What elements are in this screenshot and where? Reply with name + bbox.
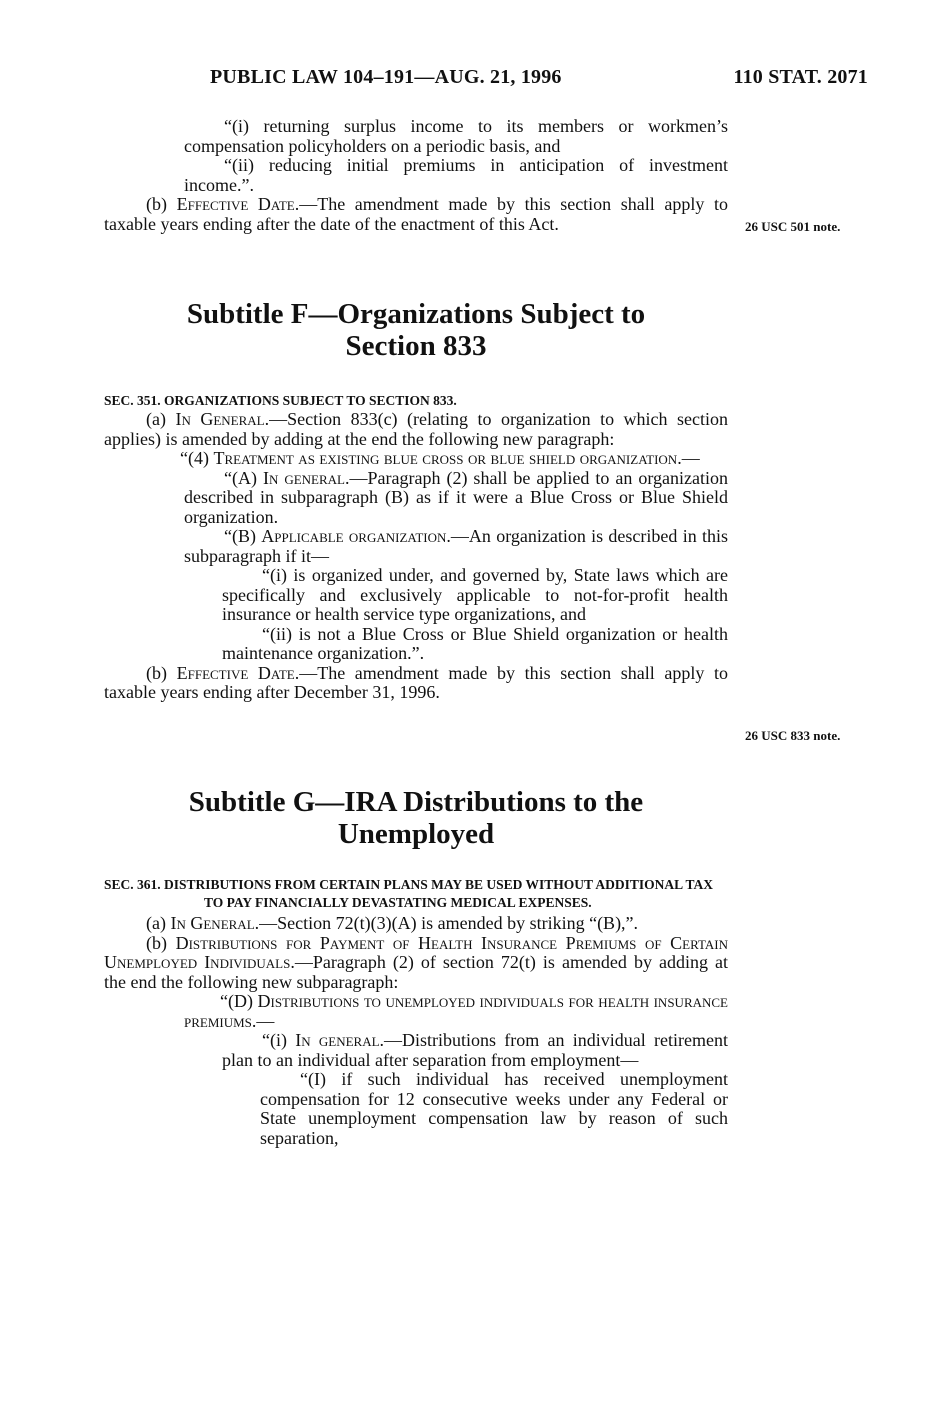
section-351 xyxy=(104,392,728,703)
subparagraph-A: “(A) In general.—Paragraph (2) shall be applied to an organization described in subparagraph (B) as if it were a Blue Cross or Blue Shield organization. xyxy=(184,467,728,527)
section-361 xyxy=(104,876,728,1148)
subparagraph-B: “(B) Applicable organization.—An organization is described in this subparagraph if it— xyxy=(184,526,728,566)
effective-date-paragraph-2: (b) Effective Date.—The amendment made by this section shall apply to taxable years ending after December 31, 1996. xyxy=(104,662,728,702)
paragraph-4-treatment: “(4) Treatment as existing blue cross or blue shield organization.— xyxy=(180,448,700,468)
section-361-heading: SEC. 361. DISTRIBUTIONS FROM CERTAIN PLANS MAY BE USED WITHOUT ADDITIONAL TAX TO PAY FINANCIALLY DEVASTATING MEDICAL EXPENSES. xyxy=(104,877,714,910)
section-361-a: (a) In General.—Section 72(t)(3)(A) is amended by striking “(B),”. xyxy=(146,913,639,933)
clause-i-organized: “(i) is organized under, and governed by, State laws which are specifically and exclusively applicable to not-for-profit health insurance or health service type organizations, and xyxy=(222,565,728,624)
subtitle-g-heading: Subtitle G—IRA Distributions to the Unemployed xyxy=(188,786,644,850)
running-header-page: 110 STAT. 2071 xyxy=(733,66,868,88)
section-351-a: (a) In General.—Section 833(c) (relating to organization to which section applies) is amended by adding at the end the following new paragraph: xyxy=(104,409,729,449)
subparagraph-D: “(D) Distributions to unemployed individuals for health insurance premiums.— xyxy=(184,991,728,1031)
clause-ii-not-blue-cross: “(ii) is not a Blue Cross or Blue Shield organization or health maintenance organization.”. xyxy=(222,623,728,663)
running-header-title: PUBLIC LAW 104–191—AUG. 21, 1996 xyxy=(210,66,562,88)
margin-note-833: 26 USC 833 note. xyxy=(745,728,841,743)
clause-i-returning-surplus: “(i) returning surplus income to its members or workmen’s compensation policyholders on a periodic basis, and xyxy=(184,116,728,156)
subtitle-f-heading: Subtitle F—Organizations Subject to Section 833 xyxy=(186,298,646,362)
clause-ii-reducing-premiums: “(ii) reducing initial premiums in anticipation of investment income.”. xyxy=(184,155,728,195)
continued-text-block xyxy=(104,117,728,234)
subclause-I-unemployment: “(I) if such individual has received unemployment compensation for 12 consecutive weeks under any Federal or State unemployment compensation law by reason of such separation, xyxy=(260,1069,728,1148)
clause-i-in-general: “(i) In general.—Distributions from an individual retirement plan to an individual after separation from employment— xyxy=(222,1030,728,1070)
effective-date-paragraph-1: (b) Effective Date.—The amendment made by this section shall apply to taxable years ending after the date of the enactment of this Act. xyxy=(104,194,728,234)
section-361-b: (b) Distributions for Payment of Health Insurance Premiums of Certain Unemployed Individuals.—Paragraph (2) of section 72(t) is amended by adding at the end the following new subparagraph: xyxy=(104,932,728,992)
margin-note-501: 26 USC 501 note. xyxy=(745,219,841,234)
section-351-heading: SEC. 351. ORGANIZATIONS SUBJECT TO SECTION 833. xyxy=(104,393,457,408)
